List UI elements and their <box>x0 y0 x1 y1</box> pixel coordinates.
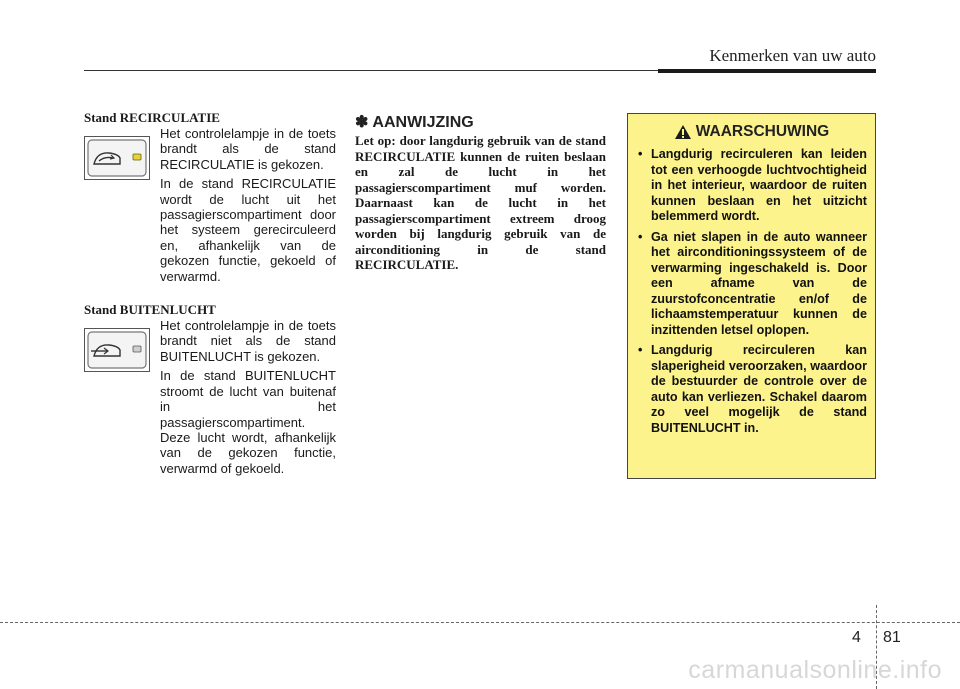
header-title: Kenmerken van uw auto <box>709 46 876 65</box>
recirculation-button-icon <box>84 136 150 180</box>
outside-air-paragraph-2: In de stand BUITENLUCHT stroomt de lucht van buitenaf in het passagierscompartiment. Deze lucht wordt, afhankelijk van de gekozen functie, verwarmd of gekoeld. <box>160 368 336 476</box>
warning-item: • Ga niet slapen in de auto wanneer het airconditioningssysteem of de verwarming ingeschakeld is. Door een afname van de zuurstofconcentratie en/of de lichaamstemperatuur kunnen de inzittenden letsel oplopen. <box>638 229 867 337</box>
warning-header <box>628 123 875 141</box>
warning-item: • Langdurig recirculeren kan slaperigheid veroorzaken, waardoor de bestuurder de controle over de auto kan verliezen. Schakel daarom zo veel mogelijk de stand BUITENLUCHT in. <box>638 343 867 435</box>
recirculation-paragraph-1: Het controlelampje in de toets brandt als de stand RECIRCULATIE is gekozen. <box>160 126 336 172</box>
header-rule-accent <box>658 69 876 73</box>
chapter-number: 4 <box>852 629 861 646</box>
warning-item: • Langdurig recirculeren kan leiden tot een verhoogde luchtvochtigheid in het interieur, waardoor de ruiten kunnen beslaan en het uitzicht belemmerd wordt. <box>638 147 867 223</box>
outside-air-paragraph-1: Het controlelampje in de toets brandt niet als de stand BUITENLUCHT is gekozen. <box>160 318 336 364</box>
warning-bullet: • <box>638 147 643 161</box>
warning-bullet: • <box>638 229 643 244</box>
warning-triangle-icon <box>674 124 692 140</box>
footer-rule <box>0 622 960 623</box>
recirculation-title: Stand RECIRCULATIE <box>84 110 220 125</box>
warning-list <box>638 147 867 436</box>
note-symbol: ✽ <box>355 114 369 131</box>
left-column <box>84 110 336 480</box>
warning-bullet: • <box>638 343 643 357</box>
warning-box <box>627 113 876 479</box>
warning-title: WAARSCHUWING <box>695 123 830 140</box>
outside-air-title: Stand BUITENLUCHT <box>84 302 216 318</box>
note-text: Let op: door langdurig gebruik van de stand RECIRCULATIE kunnen de ruiten beslaan en zal de lucht in het passagierscompartiment muf worden. Daarnaast kan de lucht in het passagierscompartiment extreem droog worden bij langdurig gebruik van de airconditioning in de stand RECIRCULATIE. <box>355 133 606 272</box>
outside-air-section <box>84 318 336 476</box>
page-number: 81 <box>883 629 901 646</box>
note-title: AANWIJZING <box>372 114 474 131</box>
outside-air-button-icon <box>84 328 150 372</box>
recirculation-section <box>84 126 336 284</box>
note-section <box>355 112 606 273</box>
note-heading <box>355 112 606 132</box>
watermark: carmanualsonline.info <box>688 656 942 684</box>
recirculation-paragraph-2: In de stand RECIRCULATIE wordt de lucht uit het passagierscompartiment door het systeem gerecirculeerd en, afhankelijk van de gekozen functie, gekoeld of verwarmd. <box>160 176 336 284</box>
